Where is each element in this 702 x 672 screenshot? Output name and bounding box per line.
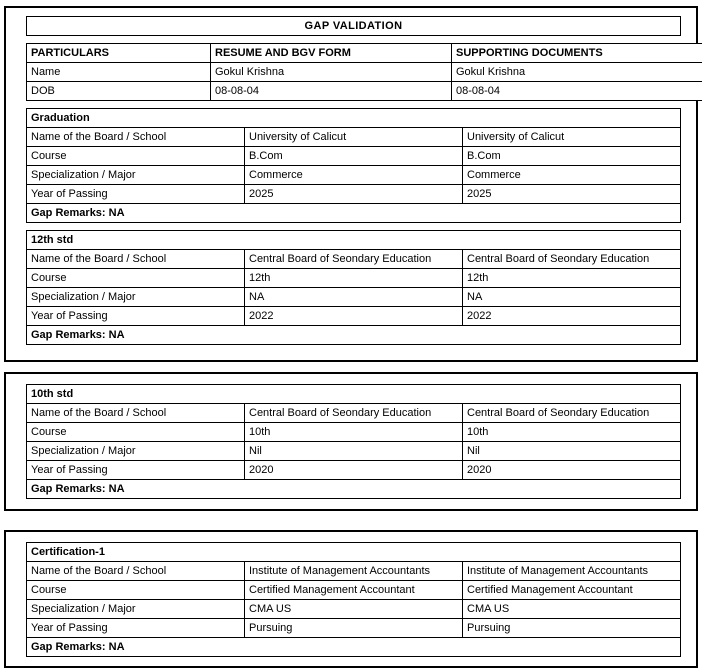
row-value-course-docs: 12th — [463, 269, 681, 288]
table-row — [27, 166, 681, 185]
row-value-specialization-docs: Nil — [463, 442, 681, 461]
row-value-board-docs: Central Board of Seondary Education — [463, 250, 681, 269]
section-heading-10th: 10th std — [27, 385, 681, 404]
table-row — [27, 63, 702, 82]
row-value-course-docs: 10th — [463, 423, 681, 442]
row-label-specialization: Specialization / Major — [27, 600, 245, 619]
row-label-course: Course — [27, 269, 245, 288]
table-row — [27, 461, 681, 480]
table-row — [27, 185, 681, 204]
row-value-year-resume: 2025 — [245, 185, 463, 204]
row-value-specialization-resume: CMA US — [245, 600, 463, 619]
row-label-year: Year of Passing — [27, 185, 245, 204]
section-heading-row — [27, 231, 681, 250]
row-value-board-docs: Central Board of Seondary Education — [463, 404, 681, 423]
column-header-supporting: SUPPORTING DOCUMENTS — [452, 44, 702, 63]
row-value-year-docs: Pursuing — [463, 619, 681, 638]
remarks-row — [27, 480, 681, 499]
table-row — [27, 442, 681, 461]
document-block-10th — [4, 372, 698, 511]
row-value-specialization-resume: Nil — [245, 442, 463, 461]
row-value-board-resume: University of Calicut — [245, 128, 463, 147]
row-label-specialization: Specialization / Major — [27, 166, 245, 185]
row-value-specialization-docs: NA — [463, 288, 681, 307]
row-value-specialization-resume: Commerce — [245, 166, 463, 185]
row-label-specialization: Specialization / Major — [27, 288, 245, 307]
row-label-board: Name of the Board / School — [27, 404, 245, 423]
table-row — [27, 404, 681, 423]
gap-remarks-10th: Gap Remarks: NA — [27, 480, 681, 499]
particulars-table — [26, 43, 702, 101]
table-row — [27, 82, 702, 101]
row-value-year-resume: 2020 — [245, 461, 463, 480]
row-value-year-docs: 2025 — [463, 185, 681, 204]
table-row — [27, 269, 681, 288]
title-table — [26, 16, 681, 36]
section-heading-graduation: Graduation — [27, 109, 681, 128]
column-header-row — [27, 44, 702, 63]
gap-remarks-12th: Gap Remarks: NA — [27, 326, 681, 345]
column-header-resume: RESUME AND BGV FORM — [211, 44, 452, 63]
section-heading-row — [27, 385, 681, 404]
row-value-course-resume: B.Com — [245, 147, 463, 166]
row-value-year-docs: 2020 — [463, 461, 681, 480]
table-row — [27, 562, 681, 581]
row-value-dob-docs: 08-08-04 — [452, 82, 702, 101]
row-value-year-resume: Pursuing — [245, 619, 463, 638]
remarks-row — [27, 204, 681, 223]
row-value-year-docs: 2022 — [463, 307, 681, 326]
row-value-board-docs: University of Calicut — [463, 128, 681, 147]
row-value-specialization-docs: CMA US — [463, 600, 681, 619]
row-label-name: Name — [27, 63, 211, 82]
row-value-course-docs: B.Com — [463, 147, 681, 166]
section-table-certification — [26, 542, 681, 657]
section-heading-row — [27, 109, 681, 128]
row-value-specialization-docs: Commerce — [463, 166, 681, 185]
section-heading-12th: 12th std — [27, 231, 681, 250]
table-row — [27, 423, 681, 442]
row-value-board-resume: Central Board of Seondary Education — [245, 404, 463, 423]
title-row — [27, 17, 681, 36]
remarks-row — [27, 638, 681, 657]
row-label-board: Name of the Board / School — [27, 128, 245, 147]
section-heading-certification: Certification-1 — [27, 543, 681, 562]
row-value-name-docs: Gokul Krishna — [452, 63, 702, 82]
row-value-course-docs: Certified Management Accountant — [463, 581, 681, 600]
table-row — [27, 288, 681, 307]
table-row — [27, 600, 681, 619]
row-label-specialization: Specialization / Major — [27, 442, 245, 461]
section-table-graduation — [26, 108, 681, 223]
remarks-row — [27, 326, 681, 345]
row-value-course-resume: 10th — [245, 423, 463, 442]
document-block-primary — [4, 6, 698, 362]
row-label-dob: DOB — [27, 82, 211, 101]
table-row — [27, 581, 681, 600]
document-block-certification — [4, 530, 698, 668]
row-label-board: Name of the Board / School — [27, 562, 245, 581]
section-heading-row — [27, 543, 681, 562]
section-table-10th — [26, 384, 681, 499]
row-value-name-resume: Gokul Krishna — [211, 63, 452, 82]
table-row — [27, 619, 681, 638]
table-row — [27, 250, 681, 269]
row-value-course-resume: Certified Management Accountant — [245, 581, 463, 600]
row-value-board-resume: Central Board of Seondary Education — [245, 250, 463, 269]
page-title: GAP VALIDATION — [27, 17, 681, 36]
row-value-board-docs: Institute of Management Accountants — [463, 562, 681, 581]
row-label-year: Year of Passing — [27, 461, 245, 480]
row-label-course: Course — [27, 147, 245, 166]
gap-remarks-graduation: Gap Remarks: NA — [27, 204, 681, 223]
table-row — [27, 307, 681, 326]
row-label-year: Year of Passing — [27, 619, 245, 638]
row-value-dob-resume: 08-08-04 — [211, 82, 452, 101]
row-value-board-resume: Institute of Management Accountants — [245, 562, 463, 581]
row-label-board: Name of the Board / School — [27, 250, 245, 269]
row-value-specialization-resume: NA — [245, 288, 463, 307]
row-value-course-resume: 12th — [245, 269, 463, 288]
row-label-course: Course — [27, 423, 245, 442]
row-value-year-resume: 2022 — [245, 307, 463, 326]
table-row — [27, 147, 681, 166]
column-header-particulars: PARTICULARS — [27, 44, 211, 63]
row-label-course: Course — [27, 581, 245, 600]
row-label-year: Year of Passing — [27, 307, 245, 326]
section-table-12th — [26, 230, 681, 345]
table-row — [27, 128, 681, 147]
gap-remarks-certification: Gap Remarks: NA — [27, 638, 681, 657]
